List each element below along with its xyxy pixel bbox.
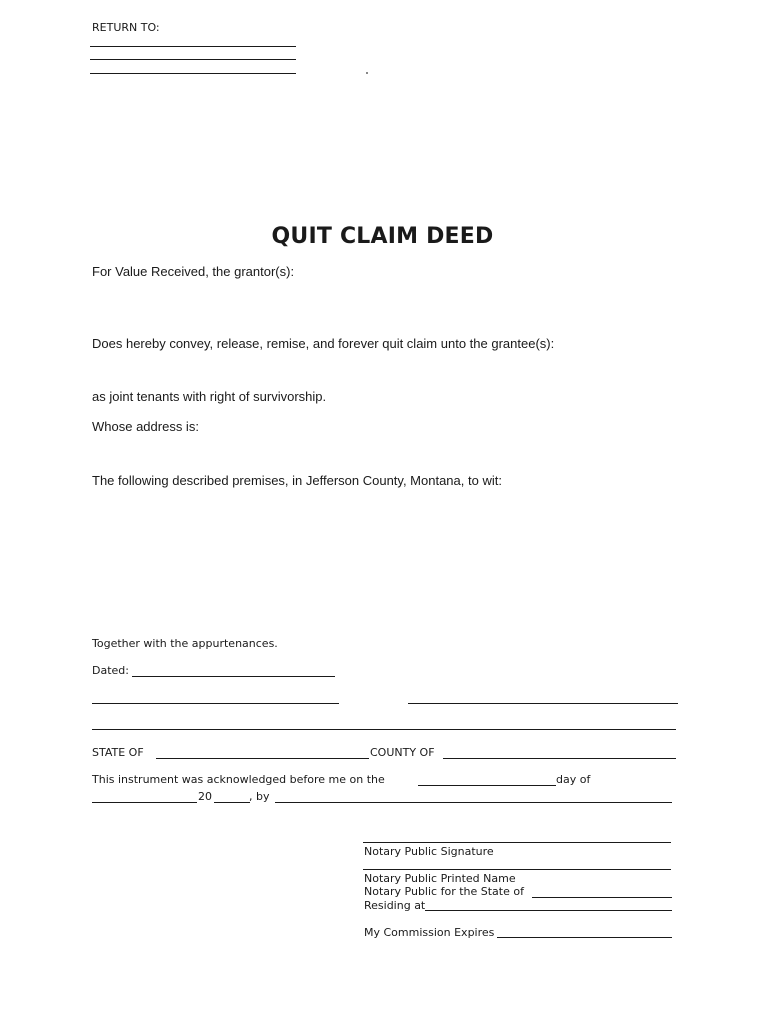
grantor-signature-line-2[interactable] xyxy=(408,703,678,704)
year-prefix: 20 xyxy=(198,790,212,803)
acknowledgment-text: This instrument was acknowledged before me on the xyxy=(92,773,385,786)
state-field[interactable] xyxy=(156,758,369,759)
grantor-signature-line-1[interactable] xyxy=(92,703,339,704)
return-to-line-3[interactable] xyxy=(90,73,296,74)
notary-state-field[interactable] xyxy=(532,897,672,898)
ack-year-field[interactable] xyxy=(214,802,250,803)
notary-state-label: Notary Public for the State of xyxy=(364,885,524,898)
return-to-label: RETURN TO: xyxy=(92,21,160,34)
document-title: QUIT CLAIM DEED xyxy=(271,224,494,249)
stray-dot xyxy=(366,72,368,74)
by-label: , by xyxy=(249,790,270,803)
notary-printed-name-line[interactable] xyxy=(363,869,671,870)
county-label: COUNTY OF xyxy=(370,746,435,759)
dated-label: Dated: xyxy=(92,664,129,677)
ack-day-field[interactable] xyxy=(418,785,556,786)
state-label: STATE OF xyxy=(92,746,144,759)
convey-line: Does hereby convey, release, remise, and forever quit claim unto the grantee(s): xyxy=(92,336,555,351)
notary-residing-label: Residing at xyxy=(364,899,426,912)
appurtenances-line: Together with the appurtenances. xyxy=(92,637,278,650)
notary-commission-label: My Commission Expires xyxy=(364,926,495,939)
notary-signature-line[interactable] xyxy=(363,842,671,843)
separator-line xyxy=(92,729,676,730)
notary-residing-field[interactable] xyxy=(425,910,672,911)
premises-line: The following described premises, in Jefferson County, Montana, to wit: xyxy=(92,473,502,488)
notary-printed-name-label: Notary Public Printed Name xyxy=(364,872,516,885)
notary-signature-label: Notary Public Signature xyxy=(364,845,494,858)
grantor-line: For Value Received, the grantor(s): xyxy=(92,264,295,279)
county-field[interactable] xyxy=(443,758,676,759)
notary-commission-field[interactable] xyxy=(497,937,672,938)
return-to-line-1[interactable] xyxy=(90,46,296,47)
tenancy-line: as joint tenants with right of survivorship. xyxy=(92,389,327,404)
day-of-label: day of xyxy=(556,773,591,786)
address-line: Whose address is: xyxy=(92,419,199,434)
dated-field[interactable] xyxy=(132,676,335,677)
ack-by-field[interactable] xyxy=(275,802,672,803)
ack-month-field[interactable] xyxy=(92,802,197,803)
return-to-line-2[interactable] xyxy=(90,59,296,60)
